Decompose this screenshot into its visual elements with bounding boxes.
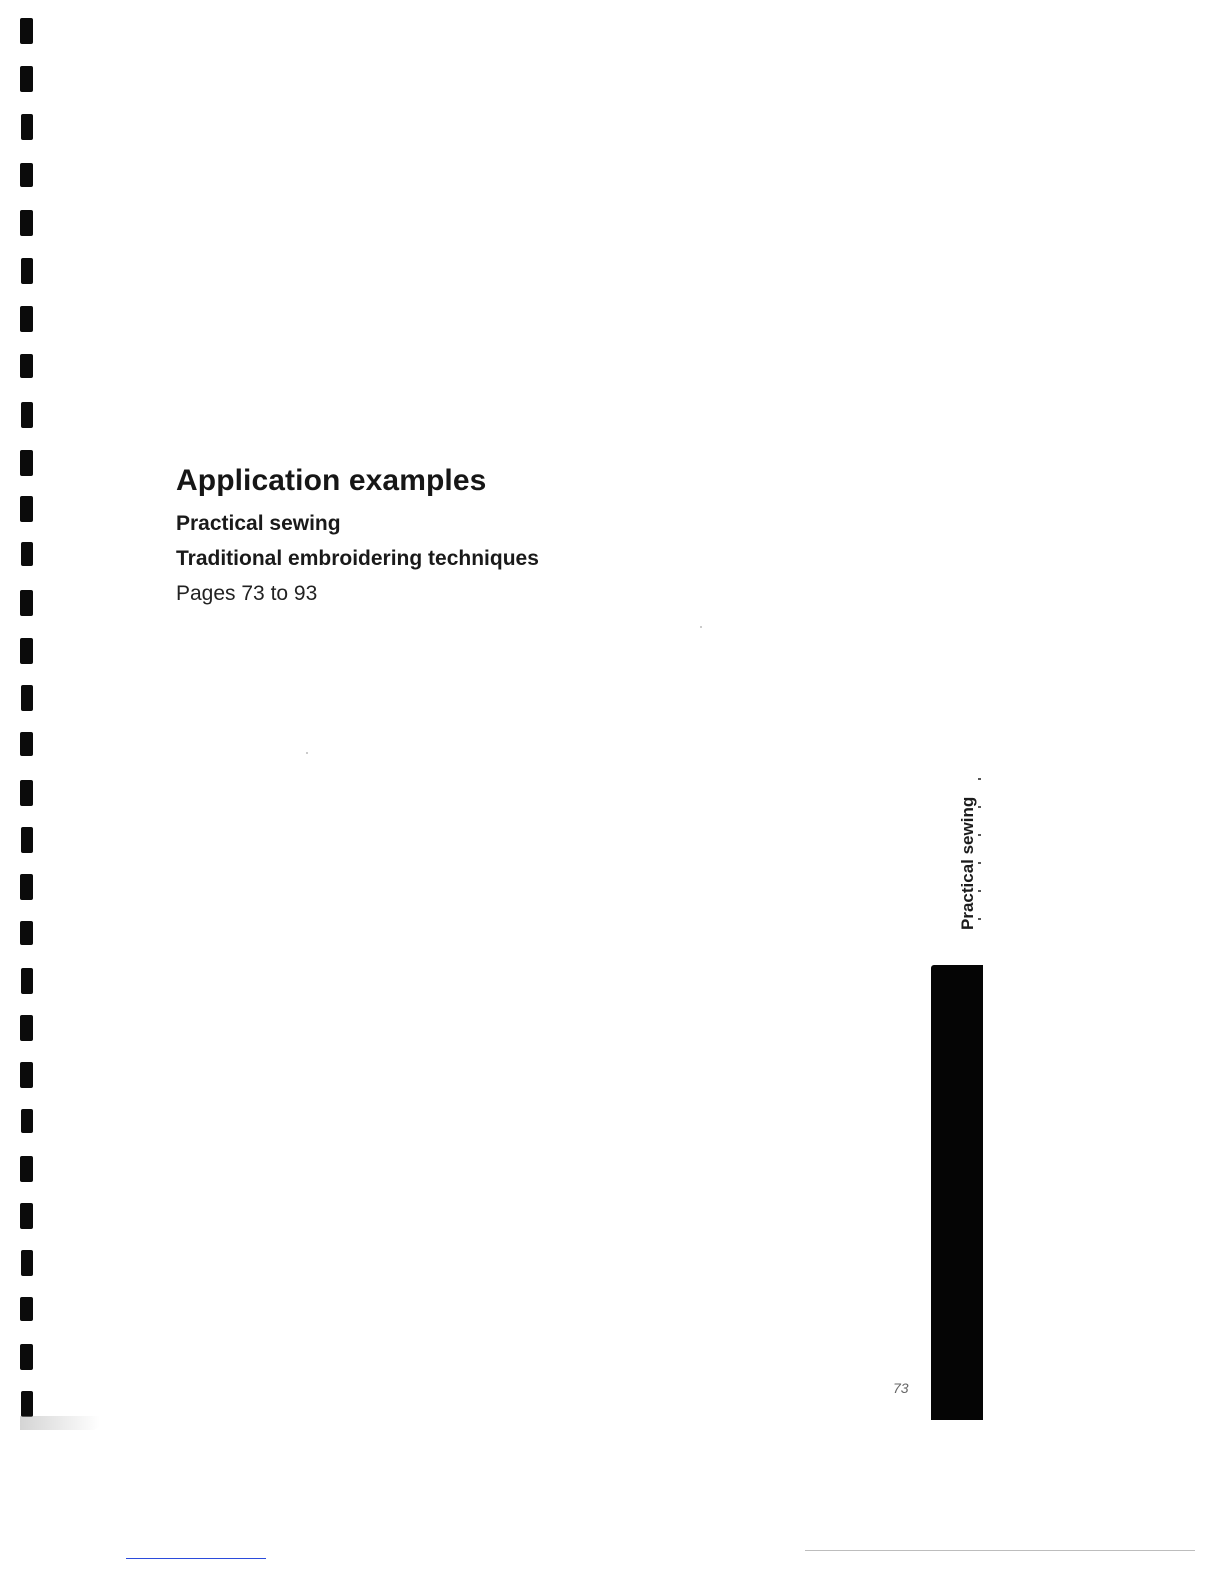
binding-hole (20, 306, 33, 332)
binding-hole (20, 450, 33, 476)
binding-hole (20, 780, 33, 806)
subtitle-embroidering-techniques: Traditional embroidering techniques (176, 547, 539, 570)
bottom-underline (126, 1558, 266, 1559)
binding-hole (20, 1297, 33, 1321)
subtitle-practical-sewing: Practical sewing (176, 512, 341, 535)
side-label-text: Practical sewing (958, 796, 977, 930)
side-section-label (940, 778, 984, 930)
binding-hole (20, 18, 33, 44)
binding-hole (20, 66, 33, 92)
binding-hole (21, 1391, 33, 1417)
section-intro (176, 464, 539, 606)
binding-hole (21, 827, 33, 853)
binding-hole (21, 685, 33, 711)
binding-hole (21, 402, 33, 428)
page-number: 73 (893, 1380, 909, 1396)
binding-shadow (20, 1416, 100, 1430)
page-range: Pages 73 to 93 (176, 582, 318, 605)
binding-hole (21, 114, 33, 140)
scan-speck (700, 626, 702, 628)
binding-hole (21, 1109, 33, 1133)
spiral-binding-holes (20, 18, 42, 1426)
scan-speck (306, 752, 308, 754)
binding-hole (20, 163, 33, 187)
side-label-dots (978, 778, 981, 928)
binding-hole (21, 968, 33, 994)
binding-hole (20, 590, 33, 616)
binding-hole (20, 874, 33, 900)
binding-hole (20, 210, 33, 236)
binding-hole (20, 1156, 33, 1182)
binding-hole (20, 732, 33, 756)
binding-hole (20, 1344, 33, 1370)
binding-hole (20, 921, 33, 945)
section-thumb-tab (931, 965, 983, 1420)
binding-hole (20, 496, 33, 522)
binding-hole (20, 1203, 33, 1229)
binding-hole (21, 258, 33, 284)
binding-hole (21, 542, 33, 566)
binding-hole (20, 638, 33, 664)
binding-hole (20, 1062, 33, 1088)
bottom-rule (805, 1550, 1195, 1551)
binding-hole (20, 1015, 33, 1041)
binding-hole (20, 354, 33, 378)
binding-hole (21, 1250, 33, 1276)
page-title: Application examples (176, 464, 487, 497)
